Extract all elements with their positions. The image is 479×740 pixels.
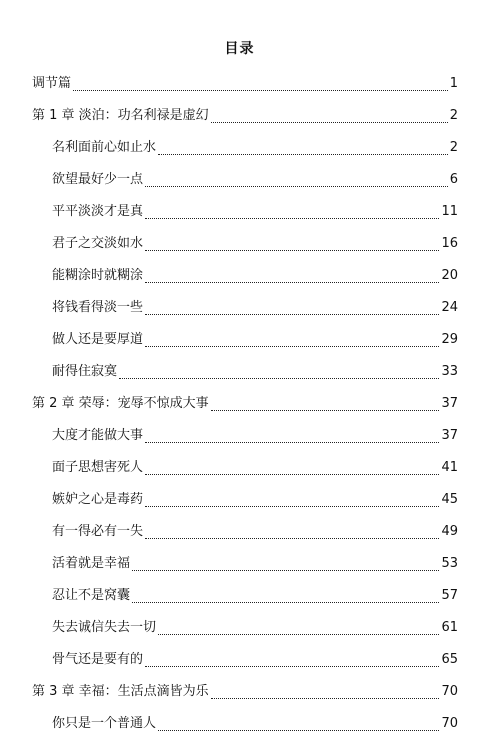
- toc-entry-title: 将钱看得淡一些: [52, 300, 144, 315]
- toc-entry-title: 第 1 章 淡泊：功名利禄是虚幻: [32, 108, 209, 123]
- toc-section-entry[interactable]: [0, 132, 479, 164]
- toc-section-entry[interactable]: [0, 292, 479, 324]
- toc-section-entry[interactable]: [0, 356, 479, 388]
- toc-entry-title: 调节篇: [32, 76, 72, 91]
- dot-leader: [119, 377, 439, 379]
- dot-leader: [132, 601, 439, 603]
- dot-leader: [145, 505, 439, 507]
- toc-chapter-entry[interactable]: [0, 68, 479, 100]
- toc-entry-title: 欲望最好少一点: [52, 172, 144, 187]
- toc-section-entry[interactable]: [0, 164, 479, 196]
- toc-entry-title: 你只是一个普通人: [52, 716, 157, 731]
- toc-entry-page-number: 37: [441, 428, 458, 443]
- toc-entry-page-number: 1: [449, 76, 458, 91]
- toc-section-entry[interactable]: [0, 548, 479, 580]
- toc-entry-title: 第 3 章 幸福：生活点滴皆为乐: [32, 684, 209, 699]
- dot-leader: [158, 729, 439, 731]
- toc-entry-title: 有一得必有一失: [52, 524, 144, 539]
- dot-leader: [145, 249, 439, 251]
- toc-chapter-entry[interactable]: [0, 100, 479, 132]
- dot-leader: [145, 281, 439, 283]
- dot-leader: [145, 537, 439, 539]
- dot-leader: [145, 345, 439, 347]
- toc-entry-title: 嫉妒之心是毒药: [52, 492, 144, 507]
- toc-entry-page-number: 70: [441, 684, 458, 699]
- toc-section-entry[interactable]: [0, 228, 479, 260]
- toc-entry-page-number: 61: [441, 620, 458, 635]
- toc-entry-title: 面子思想害死人: [52, 460, 144, 475]
- toc-entry-title: 忍让不是窝囊: [52, 588, 131, 603]
- toc-entry-page-number: 20: [441, 268, 458, 283]
- table-of-contents: [0, 68, 479, 740]
- dot-leader: [145, 313, 439, 315]
- toc-entry-page-number: 2: [449, 140, 458, 155]
- toc-entry-title: 耐得住寂寞: [52, 364, 118, 379]
- toc-section-entry[interactable]: [0, 420, 479, 452]
- toc-section-entry[interactable]: [0, 324, 479, 356]
- toc-entry-page-number: 49: [441, 524, 458, 539]
- dot-leader: [158, 633, 439, 635]
- toc-entry-title: 失去诚信失去一切: [52, 620, 157, 635]
- toc-entry-page-number: 2: [449, 108, 458, 123]
- dot-leader: [132, 569, 439, 571]
- dot-leader: [211, 409, 440, 411]
- toc-entry-page-number: 29: [441, 332, 458, 347]
- dot-leader: [145, 473, 439, 475]
- toc-entry-page-number: 33: [441, 364, 458, 379]
- toc-section-entry[interactable]: [0, 516, 479, 548]
- toc-entry-page-number: 24: [441, 300, 458, 315]
- toc-entry-title: 名利面前心如止水: [52, 140, 157, 155]
- dot-leader: [145, 665, 439, 667]
- toc-entry-title: 平平淡淡才是真: [52, 204, 144, 219]
- toc-section-entry[interactable]: [0, 708, 479, 740]
- toc-entry-title: 君子之交淡如水: [52, 236, 144, 251]
- toc-entry-page-number: 70: [441, 716, 458, 731]
- toc-section-entry[interactable]: [0, 612, 479, 644]
- toc-entry-page-number: 45: [441, 492, 458, 507]
- toc-entry-page-number: 57: [441, 588, 458, 603]
- toc-entry-page-number: 6: [449, 172, 458, 187]
- dot-leader: [145, 441, 439, 443]
- dot-leader: [145, 185, 448, 187]
- dot-leader: [211, 697, 440, 699]
- toc-section-entry[interactable]: [0, 196, 479, 228]
- toc-chapter-entry[interactable]: [0, 676, 479, 708]
- toc-entry-title: 大度才能做大事: [52, 428, 144, 443]
- toc-entry-title: 能糊涂时就糊涂: [52, 268, 144, 283]
- dot-leader: [158, 153, 448, 155]
- toc-entry-title: 活着就是幸福: [52, 556, 131, 571]
- dot-leader: [73, 89, 448, 91]
- toc-entry-page-number: 16: [441, 236, 458, 251]
- toc-section-entry[interactable]: [0, 260, 479, 292]
- dot-leader: [211, 121, 448, 123]
- dot-leader: [145, 217, 439, 219]
- toc-section-entry[interactable]: [0, 484, 479, 516]
- toc-entry-page-number: 41: [441, 460, 458, 475]
- toc-entry-page-number: 53: [441, 556, 458, 571]
- toc-title: 目录: [224, 41, 255, 57]
- toc-section-entry[interactable]: [0, 580, 479, 612]
- toc-section-entry[interactable]: [0, 452, 479, 484]
- toc-entry-page-number: 37: [441, 396, 458, 411]
- toc-entry-title: 骨气还是要有的: [52, 652, 144, 667]
- toc-entry-page-number: 65: [441, 652, 458, 667]
- toc-entry-title: 做人还是要厚道: [52, 332, 144, 347]
- toc-entry-page-number: 11: [441, 204, 458, 219]
- toc-entry-title: 第 2 章 荣辱：宠辱不惊成大事: [32, 396, 209, 411]
- toc-section-entry[interactable]: [0, 644, 479, 676]
- toc-chapter-entry[interactable]: [0, 388, 479, 420]
